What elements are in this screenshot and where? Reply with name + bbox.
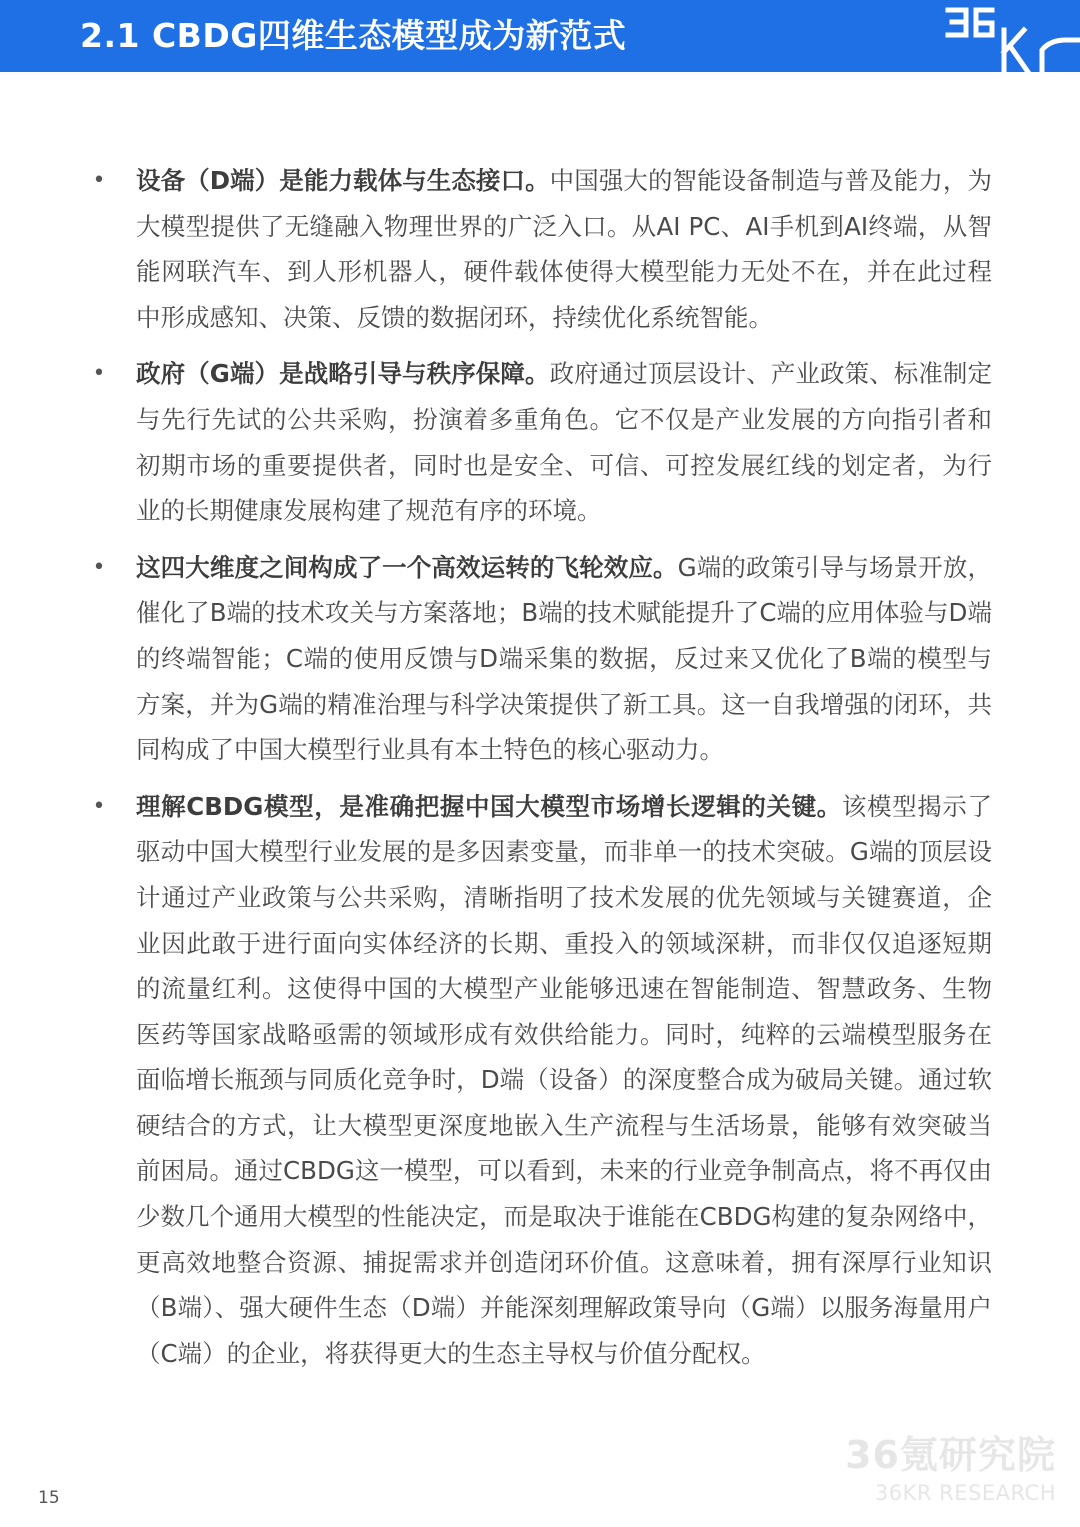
page-number: 15: [38, 1488, 60, 1508]
bullet-item: [92, 545, 992, 773]
bullet-dot-icon: •: [92, 554, 106, 580]
bullet-item: [92, 784, 992, 1377]
bullet-lead: 政府（G端）是战略引导与秩序保障。: [136, 359, 550, 389]
bullet-lead: 设备（D端）是能力载体与生态接口。: [136, 166, 550, 195]
bullet-dot-icon: •: [92, 793, 106, 819]
bullet-lead: 这四大维度之间构成了一个高效运转的飞轮效应。: [136, 552, 678, 582]
bullet-lead: 理解CBDG模型，是准确把握中国大模型市场增长逻辑的关键。: [136, 791, 842, 821]
header-bar: [0, 0, 1080, 72]
bullet-body: G端的政策引导与场景开放，催化了B端的技术攻关与方案落地；B端的技术赋能提升了C端的应用体验与D端的终端智能；C端的使用反馈与D端采集的数据，反过来又优化了B端的模型与方案，并为G端的精准治理与科学决策提供了新工具。这一自我增强的闭环，共同构成了中国大模型行业具有本土特色的核心驱动力。: [136, 552, 993, 765]
watermark-cn: 36氪研究院: [845, 1433, 1056, 1477]
bullet-body: 政府通过顶层设计、产业政策、标准制定与先行先试的公共采购，扮演着多重角色。它不仅是产业发展的方向指引者和初期市场的重要提供者，同时也是安全、可信、可控发展红线的划定者，为行业的长期健康发展构建了规范有序的环境。: [136, 359, 993, 526]
watermark-en: 36KR RESEARCH: [874, 1481, 1056, 1505]
section-title: 2.1 CBDG四维生态模型成为新范式: [80, 16, 627, 55]
36kr-logo: [940, 0, 1080, 72]
watermark: [845, 1431, 1056, 1507]
main-content: [92, 158, 992, 1387]
bullet-body: 该模型揭示了驱动中国大模型行业发展的是多因素变量，而非单一的技术突破。G端的顶层设计通过产业政策与公共采购，清晰指明了技术发展的优先领域与关键赛道，企业因此敢于进行面向实体经济的长期、重投入的领域深耕，而非仅仅追逐短期的流量红利。这使得中国的大模型产业能够迅速在智能制造、智慧政务、生物医药等国家战略亟需的领域形成有效供给能力。同时，纯粹的云端模型服务在面临增长瓶颈与同质化竞争时，D端（设备）的深度整合成为破局关键。通过软硬结合的方式，让大模型更深度地嵌入生产流程与生活场景，能够有效突破当前困局。通过CBDG这一模型，可以看到，未来的行业竞争制高点，将不再仅由少数几个通用大模型的性能决定，而是取决于谁能在CBDG构建的复杂网络中，更高效地整合资源、捕捉需求并创造闭环价值。这意味着，拥有深厚行业知识（B端）、强大硬件生态（D端）并能深刻理解政策导向（G端）以服务海量用户（C端）的企业，将获得更大的生态主导权与价值分配权。: [136, 791, 993, 1368]
bullet-dot-icon: •: [92, 168, 106, 193]
bullet-item: [92, 351, 992, 533]
bullet-body: 中国强大的智能设备制造与普及能力，为大模型提供了无缝融入物理世界的广泛入口。从AI PC、AI手机到AI终端，从智能网联汽车、到人形机器人，硬件载体使得大模型能力无处不在，并在此过程中形成感知、决策、反馈的数据闭环，持续优化系统智能。: [136, 166, 992, 332]
bullet-item: [92, 158, 992, 340]
bullet-dot-icon: •: [92, 361, 106, 387]
